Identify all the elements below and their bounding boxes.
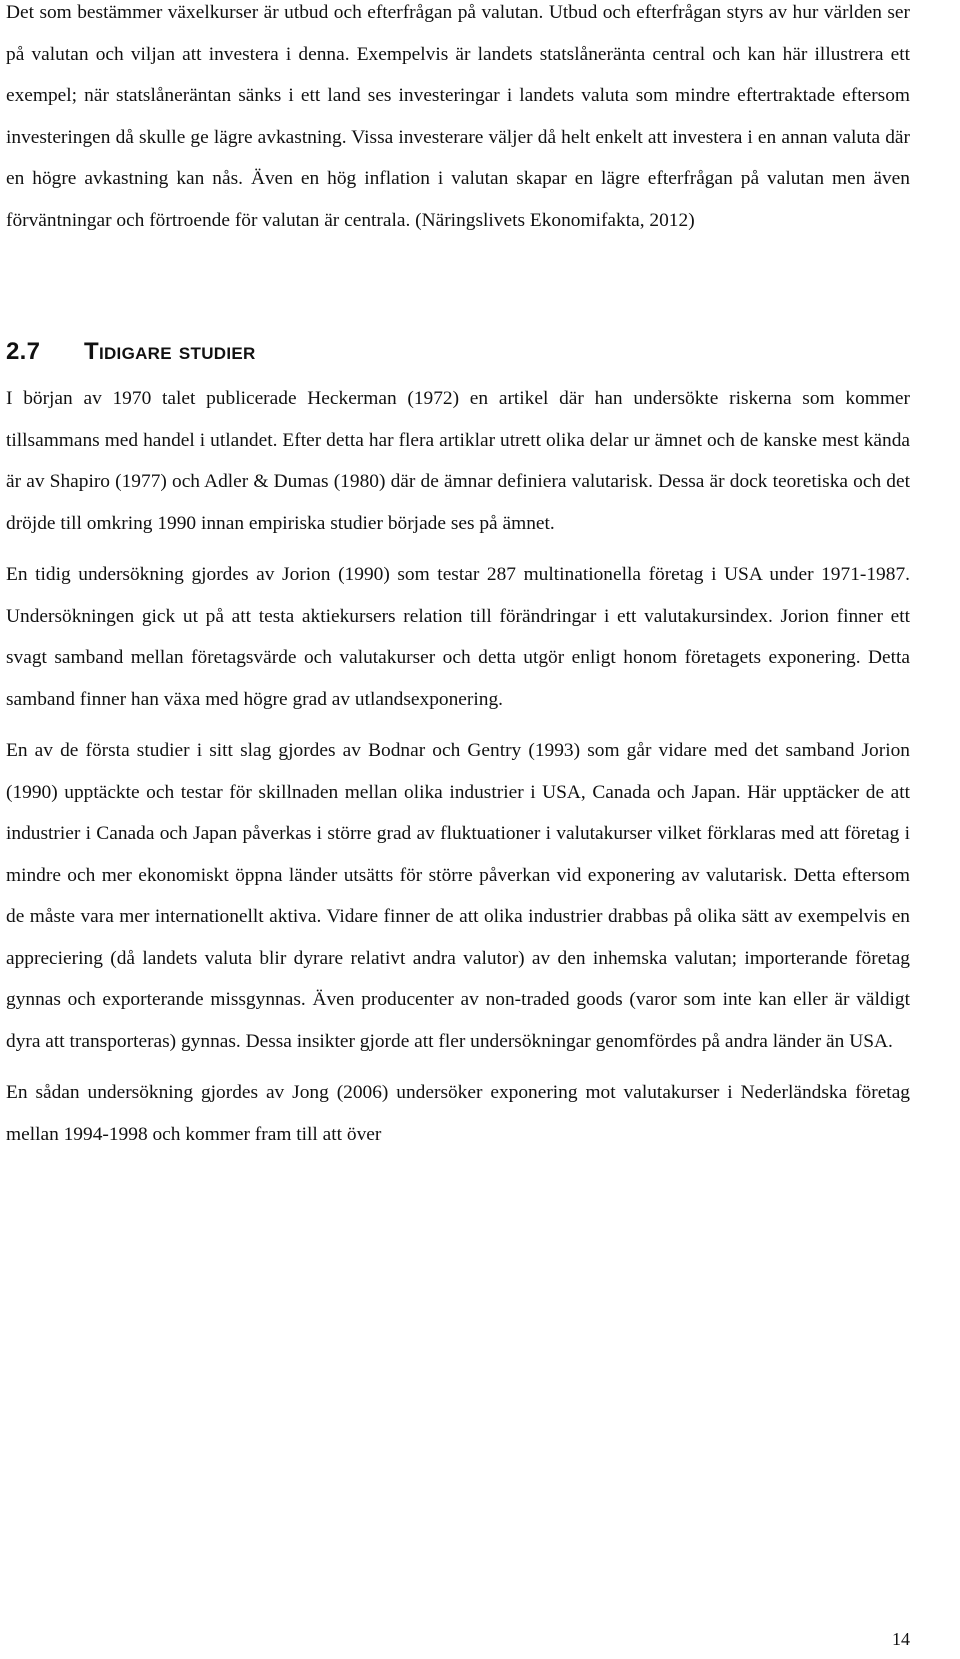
document-page xyxy=(6,0,910,1155)
intro-paragraph: Det som bestämmer växelkurser är utbud och efterfrågan på valutan. Utbud och efterfrågan styrs av hur världen ser på valutan och viljan att investera i denna. Exempelvis är landets statslåneränta central och kan här illustrera ett exempel; när statslåneräntan sänks i ett land ses investeringar i landets valuta som mindre eftertraktade eftersom investeringen då skulle ge lägre avkastning. Vissa investerare väljer då helt enkelt att investera i en annan valuta där en högre avkastning kan nås. Även en hög inflation i valutan skapar en lägre efterfrågan på valutan men även förväntningar och förtroende för valutan är centrala. (Näringslivets Ekonomifakta, 2012) xyxy=(6,2,910,231)
body-paragraph-4: En sådan undersökning gjordes av Jong (2006) undersöker exponering mot valutakurser i Nederländska företag mellan 1994-1998 och kommer fram till att över xyxy=(6,1082,910,1145)
body-paragraph-3: En av de första studier i sitt slag gjordes av Bodnar och Gentry (1993) som går vidare med det samband Jorion (1990) upptäckte och testar för skillnaden mellan olika industrier i USA, Canada och Japan. Här upptäcker de att industrier i Canada och Japan påverkas i större grad av fluktuationer i valutakurser vilket förklaras med att företag i mindre och mer ekonomiskt öppna länder utsätts för större påverkan vid exponering av valutarisk. Detta eftersom de måste vara mer internationellt aktiva. Vidare finner de att olika industrier drabbas på olika sätt av exempelvis en appreciering (då landets valuta blir dyrare relativt andra valutor) av den inhemska valutan; importerande företag gynnas och exporterande missgynnas. Även producenter av non-traded goods (varor som inte kan eller är väldigt dyra att transporteras) gynnas. Dessa insikter gjorde att fler undersökningar genomfördes på andra länder än USA. xyxy=(6,740,910,1052)
section-number: 2.7 xyxy=(6,338,41,365)
section-heading xyxy=(6,332,910,372)
body-paragraph-1: I början av 1970 talet publicerade Heckerman (1972) en artikel där han undersökte riskerna som kommer tillsammans med handel i utlandet. Efter detta har flera artiklar utrett olika delar ur ämnet och de kanske mest kända är av Shapiro (1977) och Adler & Dumas (1980) där de ämnar definiera valutarisk. Dessa är dock teoretiska och det dröjde till omkring 1990 innan empiriska studier började ses på ämnet. xyxy=(6,388,910,534)
page-number: 14 xyxy=(892,1629,910,1649)
section-title: Tidigare studier xyxy=(84,338,256,365)
body-paragraph-2: En tidig undersökning gjordes av Jorion (1990) som testar 287 multinationella företag i USA under 1971-1987. Undersökningen gick ut på att testa aktiekursers relation till förändringar i ett valutakursindex. Jorion finner ett svagt samband mellan företagsvärde och valutakurser och detta utgör enligt honom företagets exponering. Detta samband finner han växa med högre grad av utlandsexponering. xyxy=(6,564,910,710)
